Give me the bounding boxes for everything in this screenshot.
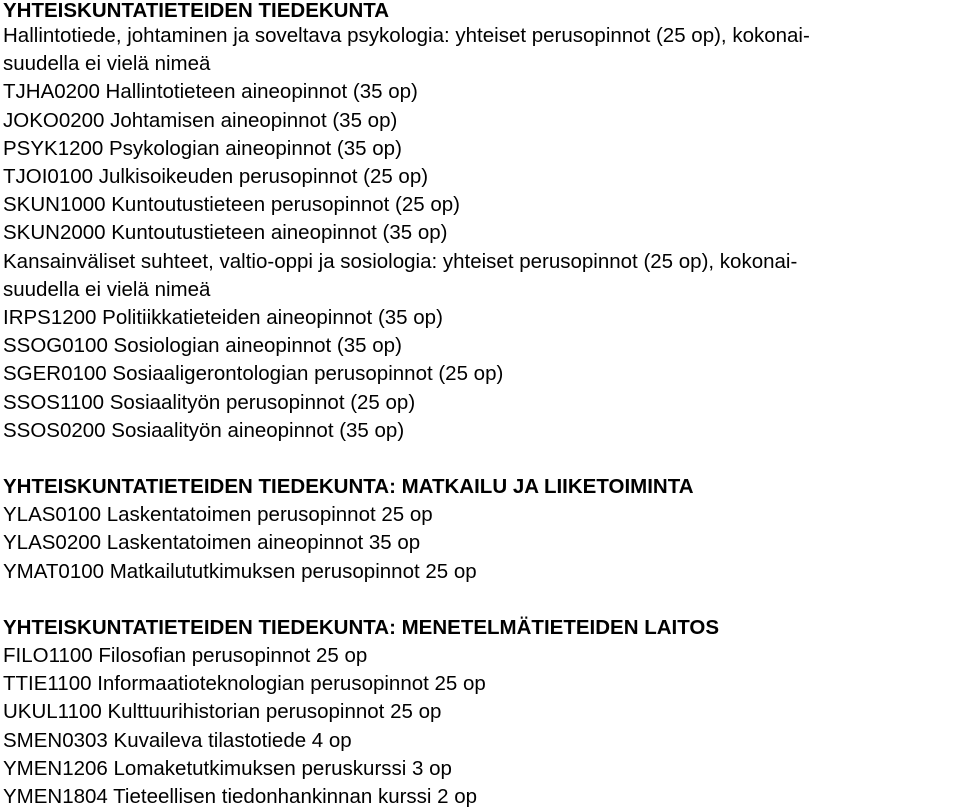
course-line: suudella ei vielä nimeä bbox=[3, 277, 211, 301]
course-line: YLAS0200 Laskentatoimen aineopinnot 35 op bbox=[3, 531, 421, 555]
course-line: suudella ei vielä nimeä bbox=[3, 52, 211, 76]
course-line: SMEN0303 Kuvaileva tilastotiede 4 op bbox=[3, 728, 352, 752]
section-heading: YHTEISKUNTATIETEIDEN TIEDEKUNTA bbox=[3, 0, 390, 22]
course-line: YMAT0100 Matkailututkimuksen perusopinnot 25 op bbox=[3, 559, 477, 583]
section-spacer bbox=[3, 445, 960, 473]
course-line: TTIE1100 Informaatioteknologian perusopinnot 25 op bbox=[3, 672, 486, 696]
course-line: YMEN1206 Lomaketutkimuksen peruskurssi 3 op bbox=[3, 756, 452, 780]
section-heading: YHTEISKUNTATIETEIDEN TIEDEKUNTA: MENETELMÄTIETEIDEN LAITOS bbox=[3, 615, 719, 639]
section-spacer bbox=[3, 586, 960, 614]
section-faculty bbox=[3, 0, 960, 445]
section-methodology bbox=[3, 614, 960, 811]
course-line: Hallintotiede, johtaminen ja soveltava psykologia: yhteiset perusopinnot (25 op), kokonai- bbox=[3, 24, 810, 47]
course-line: SGER0100 Sosiaaligerontologian perusopinnot (25 op) bbox=[3, 362, 504, 386]
course-line: SSOS0200 Sosiaalityön aineopinnot (35 op) bbox=[3, 418, 405, 442]
course-line: JOKO0200 Johtamisen aineopinnot (35 op) bbox=[3, 108, 398, 132]
course-line: SKUN2000 Kuntoutustieteen aineopinnot (35 op) bbox=[3, 221, 448, 245]
course-line: Kansainväliset suhteet, valtio-oppi ja sosiologia: yhteiset perusopinnot (25 op), kokonai- bbox=[3, 249, 798, 273]
course-line: UKUL1100 Kulttuurihistorian perusopinnot 25 op bbox=[3, 700, 442, 724]
course-line: YLAS0100 Laskentatoimen perusopinnot 25 op bbox=[3, 503, 433, 527]
course-line: PSYK1200 Psykologian aineopinnot (35 op) bbox=[3, 136, 402, 160]
course-line: FILO1100 Filosofian perusopinnot 25 op bbox=[3, 644, 368, 668]
course-line: TJHA0200 Hallintotieteen aineopinnot (35 op) bbox=[3, 80, 418, 104]
section-tourism-business bbox=[3, 473, 960, 586]
course-line: IRPS1200 Politiikkatieteiden aineopinnot (35 op) bbox=[3, 306, 443, 330]
course-line: SKUN1000 Kuntoutustieteen perusopinnot (25 op) bbox=[3, 193, 461, 217]
course-line: SSOS1100 Sosiaalityön perusopinnot (25 op) bbox=[3, 390, 416, 414]
section-heading: YHTEISKUNTATIETEIDEN TIEDEKUNTA: MATKAILU JA LIIKETOIMINTA bbox=[3, 475, 694, 499]
course-line: YMEN1804 Tieteellisen tiedonhankinnan kurssi 2 op bbox=[3, 785, 478, 809]
course-line: TJOI0100 Julkisoikeuden perusopinnot (25 op) bbox=[3, 165, 429, 189]
course-line: SSOG0100 Sosiologian aineopinnot (35 op) bbox=[3, 334, 402, 358]
